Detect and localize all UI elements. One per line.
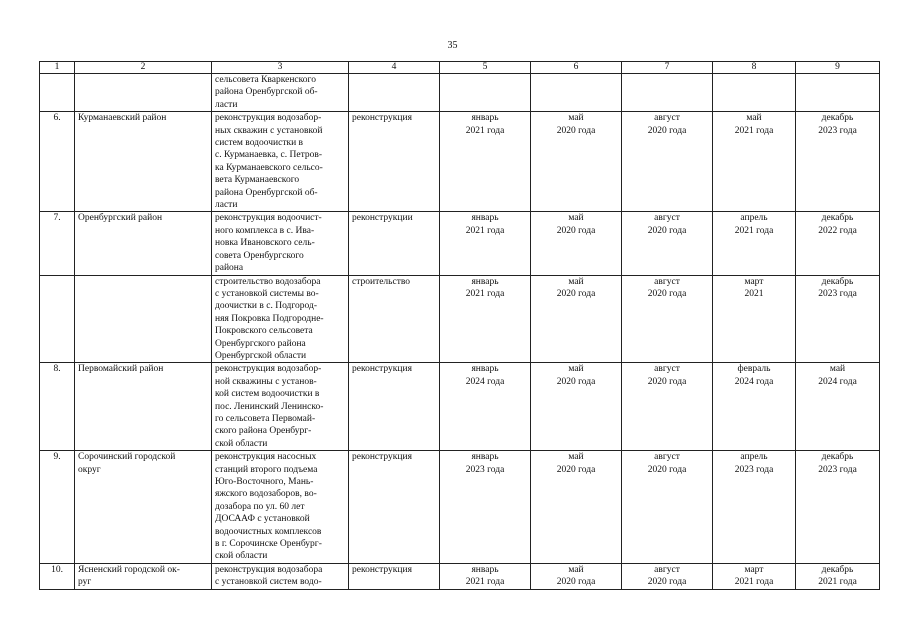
cell-number: 7. (40, 212, 75, 275)
cell-line: ного комплекса в с. Ива- (215, 225, 315, 236)
cell-line: реконструкция насосных (215, 452, 317, 463)
cell-line: 2020 года (647, 577, 687, 588)
cell-line: декабрь (821, 276, 854, 287)
cell-line: Оренбургский район (78, 213, 163, 224)
cell-line: дозабора по ул. 60 лет (215, 501, 305, 512)
cell-line: вета Курманаевского (215, 175, 300, 186)
header-cell: 5 (440, 62, 531, 74)
cell-line: ДОСААФ с установкой (215, 514, 310, 525)
cell-line: ка Курманаевского сельсо- (215, 162, 323, 173)
cell-line: 2020 года (647, 464, 687, 475)
cell-line: Оренбургского района (215, 338, 306, 349)
cell-object (212, 451, 349, 564)
cell-date-6 (531, 112, 622, 212)
cell-date-6 (531, 212, 622, 275)
cell-date-6 (531, 363, 622, 451)
cell-district (75, 451, 212, 564)
cell-line: май (746, 113, 762, 124)
cell-district (75, 74, 212, 112)
cell-line: реконструкция водозабор- (215, 364, 322, 375)
cell-line: 2020 года (647, 288, 687, 299)
header-cell: 4 (349, 62, 440, 74)
cell-line: 2020 года (556, 288, 596, 299)
cell-work-type (349, 74, 440, 112)
cell-date-9 (796, 563, 880, 589)
cell-line: в г. Сорочинске Оренбург- (215, 539, 322, 550)
cell-number: 10. (40, 563, 75, 589)
cell-object (212, 563, 349, 589)
cell-line: 2020 года (647, 125, 687, 136)
cell-line: январь (471, 213, 499, 224)
cell-line: январь (471, 452, 499, 463)
cell-object (212, 74, 349, 112)
header-row (40, 62, 880, 74)
cell-line: с. Курманаевка, с. Петров- (215, 150, 323, 161)
cell-line: Покровского сельсовета (215, 326, 313, 337)
cell-date-5 (440, 74, 531, 112)
cell-district (75, 563, 212, 589)
cell-line: Курманаевский район (78, 113, 167, 124)
cell-line: май (568, 564, 584, 575)
cell-line: 2021 года (818, 577, 857, 588)
cell-number: 9. (40, 451, 75, 564)
cell-line: 2021 года (465, 225, 505, 236)
cell-line: реконструкция водозабор- (215, 113, 322, 124)
table-row (40, 563, 880, 589)
cell-line: август (654, 452, 680, 463)
cell-line: 2021 года (734, 577, 774, 588)
cell-line: го сельсовета Первомай- (215, 413, 316, 424)
cell-district (75, 275, 212, 363)
cell-date-6 (531, 563, 622, 589)
cell-date-6 (531, 275, 622, 363)
cell-line: Сорочинский городской (78, 452, 176, 463)
cell-line: реконструкция водоочист- (215, 213, 322, 224)
header-cell: 7 (622, 62, 713, 74)
cell-date-7 (622, 74, 713, 112)
cell-line: яжского водозаборов, во- (215, 489, 317, 500)
cell-line: района Оренбургской об- (215, 187, 318, 198)
cell-date-7 (622, 451, 713, 564)
cell-number: 6. (40, 112, 75, 212)
cell-line: ной скважины с установ- (215, 376, 317, 387)
cell-line: апрель (740, 452, 768, 463)
cell-line: сельсовета Кваркенского (215, 75, 316, 85)
cell-district (75, 212, 212, 275)
cell-line: руг (78, 577, 92, 588)
cell-line: декабрь (821, 452, 854, 463)
cell-line: 2020 года (556, 125, 596, 136)
cell-line: январь (471, 113, 499, 124)
cell-date-5 (440, 363, 531, 451)
table-row (40, 74, 880, 112)
header-cell: 3 (212, 62, 349, 74)
cell-line: май (568, 452, 584, 463)
cell-date-8 (713, 275, 796, 363)
cell-date-7 (622, 563, 713, 589)
cell-line: 2023 года (465, 464, 505, 475)
cell-line: 2021 (744, 288, 764, 299)
cell-date-7 (622, 363, 713, 451)
cell-date-5 (440, 451, 531, 564)
cell-line: январь (471, 564, 499, 575)
cell-date-7 (622, 112, 713, 212)
cell-line: 2023 года (818, 125, 857, 136)
cell-line: 2020 года (556, 577, 596, 588)
cell-number: 8. (40, 363, 75, 451)
cell-date-9 (796, 212, 880, 275)
cell-object (212, 212, 349, 275)
cell-line: кой систем водоочистки в (215, 389, 320, 400)
cell-date-6 (531, 451, 622, 564)
cell-line: Ясненский городской ок- (78, 564, 180, 575)
cell-date-5 (440, 563, 531, 589)
cell-line: май (568, 276, 584, 287)
cell-date-5 (440, 275, 531, 363)
cell-date-5 (440, 112, 531, 212)
cell-line: декабрь (821, 113, 854, 124)
cell-date-9 (796, 275, 880, 363)
header-cell: 2 (75, 62, 212, 74)
cell-work-type: реконструкция (349, 451, 440, 564)
cell-date-9 (796, 363, 880, 451)
cell-work-type: реконструкции (349, 212, 440, 275)
cell-line: ской области (215, 551, 268, 562)
cell-line: водоочистных комплексов (215, 526, 322, 537)
cell-line: 2020 года (647, 225, 687, 236)
cell-line: август (654, 276, 680, 287)
cell-line: станций второго подъема (215, 464, 318, 475)
cell-line: Юго-Восточного, Мань- (215, 477, 314, 487)
header-cell: 6 (531, 62, 622, 74)
cell-line: 2023 года (734, 464, 774, 475)
cell-line: 2021 года (465, 288, 505, 299)
cell-line: с установкой систем водо- (215, 577, 322, 588)
cell-line: Оренбургской области (215, 350, 307, 361)
header-cell: 1 (40, 62, 75, 74)
cell-district (75, 112, 212, 212)
cell-date-9 (796, 451, 880, 564)
cell-line: декабрь (821, 213, 854, 224)
table-row (40, 212, 880, 275)
cell-line: апрель (740, 213, 768, 224)
cell-line: района Оренбургской об- (215, 87, 318, 98)
table-row (40, 112, 880, 212)
cell-line: май (829, 364, 846, 375)
cell-date-6 (531, 74, 622, 112)
cell-line: 2021 года (734, 125, 774, 136)
cell-district (75, 363, 212, 451)
cell-date-9 (796, 74, 880, 112)
cell-date-9 (796, 112, 880, 212)
cell-line: 2020 года (556, 464, 596, 475)
cell-line: январь (471, 364, 499, 375)
cell-line: май (568, 364, 584, 375)
cell-line: систем водоочистки в (215, 138, 304, 149)
table-row (40, 451, 880, 564)
cell-line: 2021 года (465, 577, 505, 588)
cell-work-type: реконструкция (349, 563, 440, 589)
cell-line: няя Покровка Подгородне- (215, 313, 324, 324)
cell-line: ных скважин с установкой (215, 125, 323, 136)
cell-line: совета Оренбургского (215, 250, 304, 261)
cell-line: 2021 года (734, 225, 774, 236)
cell-line: 2022 года (818, 225, 857, 236)
cell-line: строительство водозабора (215, 276, 321, 287)
cell-date-8 (713, 563, 796, 589)
cell-line: новка Ивановского сель- (215, 238, 315, 249)
header-cell: 9 (796, 62, 880, 74)
cell-line: Первомайский район (78, 364, 164, 375)
cell-line: август (654, 364, 680, 375)
cell-date-7 (622, 212, 713, 275)
cell-line: 2023 года (818, 288, 857, 299)
cell-line: май (568, 213, 584, 224)
cell-line: реконструкция водозабора (215, 564, 323, 575)
cell-line: 2024 года (465, 376, 505, 387)
cell-line: ской области (215, 438, 268, 449)
cell-date-8 (713, 363, 796, 451)
cell-line: 2020 года (556, 376, 596, 387)
cell-line: 2024 года (734, 376, 774, 387)
cell-work-type: строительство (349, 275, 440, 363)
cell-line: с установкой системы во- (215, 288, 319, 299)
cell-date-8 (713, 112, 796, 212)
cell-line: 2021 года (465, 125, 505, 136)
table-row (40, 363, 880, 451)
cell-line: 2023 года (818, 464, 857, 475)
cell-date-8 (713, 451, 796, 564)
cell-number (40, 74, 75, 112)
cell-object (212, 363, 349, 451)
cell-work-type: реконструкция (349, 112, 440, 212)
cell-line: март (744, 276, 764, 287)
cell-line: пос. Ленинский Ленинско- (215, 401, 324, 412)
page-number: 35 (447, 40, 458, 51)
cell-number (40, 275, 75, 363)
cell-line: района (215, 263, 244, 274)
cell-object (212, 275, 349, 363)
cell-work-type: реконструкция (349, 363, 440, 451)
cell-object (212, 112, 349, 212)
cell-date-8 (713, 212, 796, 275)
cell-line: ского района Оренбург- (215, 426, 312, 437)
cell-line: декабрь (821, 564, 854, 575)
cell-line: ласти (215, 200, 238, 211)
cell-line: 2020 года (556, 225, 596, 236)
cell-line: 2020 года (647, 376, 687, 387)
cell-date-5 (440, 212, 531, 275)
cell-date-8 (713, 74, 796, 112)
cell-line: январь (471, 276, 499, 287)
cell-line: август (654, 564, 680, 575)
cell-line: ласти (215, 99, 238, 110)
cell-line: округ (78, 464, 101, 475)
cell-line: февраль (737, 364, 771, 375)
cell-line: август (654, 213, 680, 224)
cell-line: 2024 года (818, 376, 857, 387)
schedule-table (39, 61, 880, 590)
cell-line: май (568, 113, 584, 124)
cell-line: март (744, 564, 764, 575)
table-row (40, 275, 880, 363)
cell-line: август (654, 113, 680, 124)
cell-line: доочистки в с. Подгород- (215, 301, 318, 312)
cell-date-7 (622, 275, 713, 363)
header-cell: 8 (713, 62, 796, 74)
